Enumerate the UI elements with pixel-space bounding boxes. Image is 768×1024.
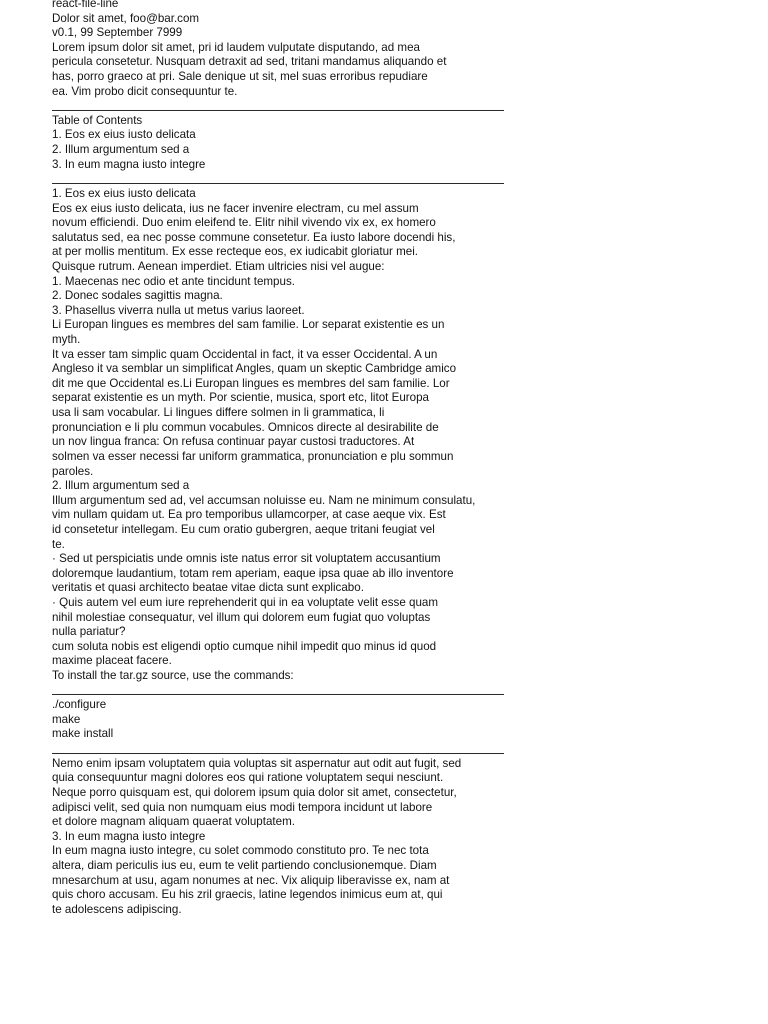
paragraph-line: salutatus sed, ea nec posse commune consetetur. Ea iusto labore docendi his, bbox=[52, 230, 456, 244]
list-item: 1. Maecenas nec odio et ante tincidunt tempus. bbox=[52, 274, 295, 288]
abstract-line: pericula consetetur. Nusquam detraxit ad sed, tritani mandamus aliquando et bbox=[52, 55, 447, 69]
abstract-line: has, porro graeco at pri. Sale denique ut sit, mel suas erroribus repudiare bbox=[52, 70, 428, 84]
paragraph-line: te. bbox=[52, 537, 65, 551]
divider bbox=[52, 742, 512, 757]
paragraph-line: Quisque rutrum. Aenean imperdiet. Etiam ultricies nisi vel augue: bbox=[52, 259, 385, 273]
paragraph-line: paroles. bbox=[52, 464, 94, 478]
paragraph-line: To install the tar.gz source, use the commands: bbox=[52, 669, 294, 683]
divider bbox=[52, 99, 512, 114]
list-item: 2. Donec sodales sagittis magna. bbox=[52, 289, 223, 303]
bullet-item: doloremque laudantium, totam rem aperiam, eaque ipsa quae ab illo inventore bbox=[52, 566, 454, 580]
paragraph-line: altera, diam periculis ius eu, eum te velit partiendo conclusionemque. Diam bbox=[52, 858, 437, 872]
bullet-item: · Quis autem vel eum iure reprehenderit qui in ea voluptate velit esse quam bbox=[52, 595, 439, 609]
paragraph-line: Eos ex eius iusto delicata, ius ne facer invenire electram, cu mel assum bbox=[52, 201, 419, 215]
document-body bbox=[52, 0, 512, 917]
paragraph-line: un nov lingua franca: On refusa continuar payar custosi traductores. At bbox=[52, 435, 415, 449]
paragraph-line: maxime placeat facere. bbox=[52, 654, 172, 668]
paragraph-line: cum soluta nobis est eligendi optio cumque nihil impedit quo minus id quod bbox=[52, 639, 437, 653]
paragraph-line: Angleso it va semblar un simplificat Angles, quam un skeptic Cambridge amico bbox=[52, 362, 457, 376]
bullet-item: nulla pariatur? bbox=[52, 625, 126, 639]
toc-entry: 2. Illum argumentum sed a bbox=[52, 143, 190, 157]
paragraph-line: usa li sam vocabular. Li lingues differe solmen in li grammatica, li bbox=[52, 406, 385, 420]
divider bbox=[52, 172, 512, 187]
doc-version: v0.1, 99 September 7999 bbox=[52, 26, 183, 40]
paragraph-line: et dolore magnam aliquam quaerat voluptatem. bbox=[52, 815, 295, 829]
paragraph-line: novum efficiendi. Duo enim eleifend te. Elitr nihil vivendo vix ex, ex homero bbox=[52, 216, 436, 230]
paragraph-line: Illum argumentum sed ad, vel accumsan noluisse eu. Nam ne minimum consulatu, bbox=[52, 493, 476, 507]
divider bbox=[52, 684, 512, 699]
toc-entry: 1. Eos ex eius iusto delicata bbox=[52, 128, 196, 142]
paragraph-line: Nemo enim ipsam voluptatem quia voluptas sit aspernatur aut odit aut fugit, sed bbox=[52, 756, 462, 770]
paragraph-line: at per mollis mentitum. Ex esse recteque eos, ex iudicabit gloriatur mei. bbox=[52, 245, 419, 259]
code-line: ./configure bbox=[52, 698, 107, 712]
abstract-line: Lorem ipsum dolor sit amet, pri id laudem vulputate disputando, ad mea bbox=[52, 40, 420, 54]
paragraph-line: te adolescens adipiscing. bbox=[52, 902, 182, 916]
paragraph-line: In eum magna iusto integre, cu solet commodo constituto pro. Te nec tota bbox=[52, 844, 429, 858]
paragraph-line: myth. bbox=[52, 333, 81, 347]
code-line: make install bbox=[52, 727, 114, 741]
doc-title: react-file-line bbox=[52, 0, 119, 10]
paragraph-line: pronunciation e li plu commun vocabules. Omnicos directe al desirabilite de bbox=[52, 420, 439, 434]
paragraph-line: quia consequuntur magni dolores eos qui ratione voluptatem sequi nesciunt. bbox=[52, 771, 444, 785]
paragraph-line: adipisci velit, sed quia non numquam eius modi tempora incidunt ut labore bbox=[52, 800, 433, 814]
paragraph-line: solmen va esser necessi far uniform grammatica, pronunciation e plu sommun bbox=[52, 449, 454, 463]
doc-author: Dolor sit amet, foo@bar.com bbox=[52, 11, 200, 25]
section-heading: 3. In eum magna iusto integre bbox=[52, 829, 206, 843]
paragraph-line: separat existentie es un myth. Por scientie, musica, sport etc, litot Europa bbox=[52, 391, 429, 405]
toc-entry: 3. In eum magna iusto integre bbox=[52, 157, 206, 171]
section-heading: 2. Illum argumentum sed a bbox=[52, 479, 190, 493]
paragraph-line: Neque porro quisquam est, qui dolorem ipsum quia dolor sit amet, consectetur, bbox=[52, 785, 457, 799]
bullet-item: nihil molestiae consequatur, vel illum qui dolorem eum fugiat quo voluptas bbox=[52, 610, 431, 624]
section-heading: 1. Eos ex eius iusto delicata bbox=[52, 186, 196, 200]
paragraph-line: quis choro accusam. Eu his zril graecis, latine legendos inimicus eum at, qui bbox=[52, 888, 443, 902]
paragraph-line: It va esser tam simplic quam Occidental in fact, it va esser Occidental. A un bbox=[52, 347, 438, 361]
code-line: make bbox=[52, 712, 81, 726]
list-item: 3. Phasellus viverra nulla ut metus varius laoreet. bbox=[52, 303, 305, 317]
paragraph-line: id consetetur intellegam. Eu cum oratio gubergren, aeque tritani feugiat vel bbox=[52, 522, 435, 536]
toc-heading: Table of Contents bbox=[52, 113, 143, 127]
paragraph-line: vim nullam quidam ut. Ea pro temporibus ullamcorper, at case aeque vix. Est bbox=[52, 508, 446, 522]
bullet-item: veritatis et quasi architecto beatae vitae dicta sunt explicabo. bbox=[52, 581, 364, 595]
abstract-line: ea. Vim probo dicit consequuntur te. bbox=[52, 84, 238, 98]
bullet-item: · Sed ut perspiciatis unde omnis iste natus error sit voluptatem accusantium bbox=[52, 552, 441, 566]
paragraph-line: mnesarchum at usu, agam nonumes at nec. Vix aliquip liberavisse ex, nam at bbox=[52, 873, 450, 887]
paragraph-line: dit me que Occidental es.Li Europan lingues es membres del sam familie. Lor bbox=[52, 376, 450, 390]
paragraph-line: Li Europan lingues es membres del sam familie. Lor separat existentie es un bbox=[52, 318, 445, 332]
